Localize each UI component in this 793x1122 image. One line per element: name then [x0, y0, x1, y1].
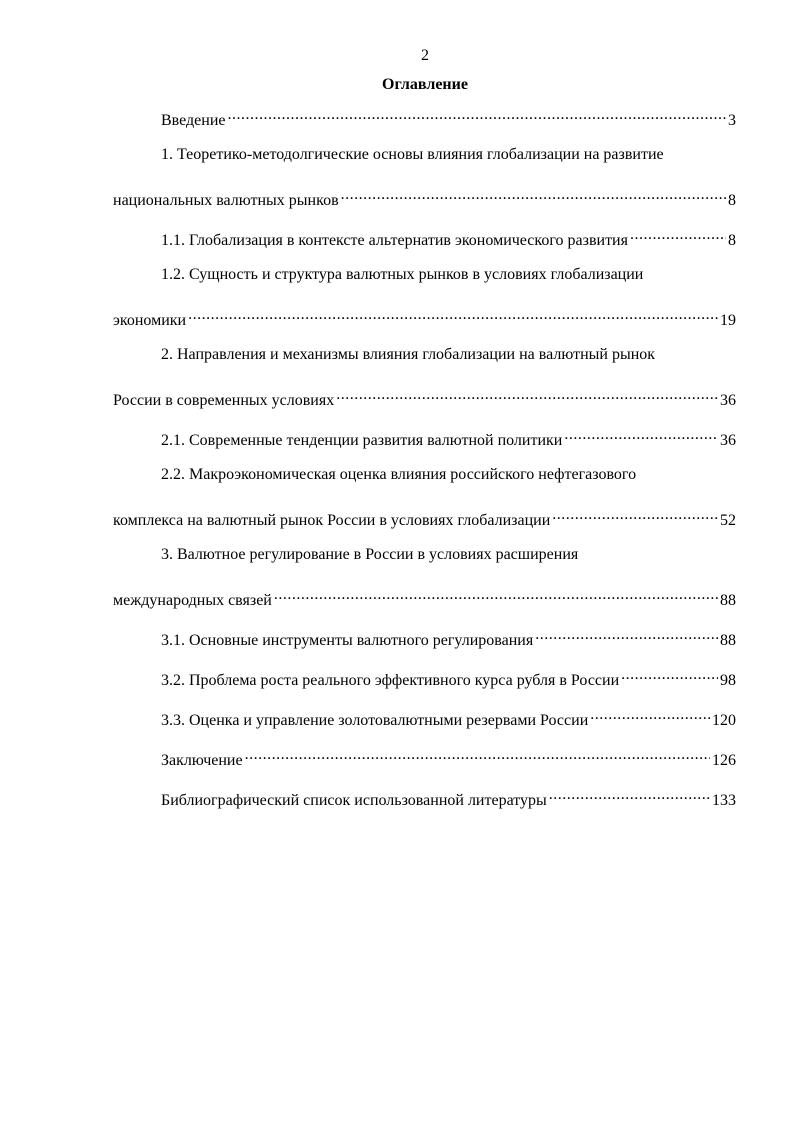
toc-entry-line: [113, 705, 736, 729]
toc-entry-label: России в современных условиях: [113, 392, 335, 409]
page-number: 2: [421, 47, 429, 64]
toc-entry-page: 36: [720, 432, 736, 449]
dot-leader: [590, 705, 710, 725]
toc-entry-label: национальных валютных рынков: [113, 192, 339, 209]
toc-entry-page: 120: [712, 712, 736, 729]
toc-entry-page: 133: [712, 792, 736, 809]
toc-entry-line: [113, 745, 736, 769]
toc-entry-line: [113, 225, 736, 249]
dot-leader: [552, 505, 718, 525]
dot-leader: [549, 785, 710, 805]
toc-title: Оглавление: [382, 76, 468, 93]
toc-entry-line: [113, 185, 736, 209]
toc-entry-label: 1.1. Глобализация в контексте альтернатив экономического развития: [161, 232, 628, 249]
toc-entry-conclusion: [113, 745, 736, 769]
table-of-contents: [113, 105, 736, 825]
dot-leader: [336, 385, 718, 405]
toc-entry-label: экономики: [113, 312, 187, 329]
toc-entry-line: [113, 385, 736, 409]
toc-entry-label: Введение: [161, 112, 226, 129]
toc-entry-line: [113, 305, 736, 329]
toc-entry-first-line: 2.2. Макроэкономическая оценка влияния российского нефтегазового: [161, 466, 637, 483]
toc-entry-page: 3: [728, 112, 736, 129]
toc-entry-section-1-1: [113, 225, 736, 249]
toc-entry-first-line: 3. Валютное регулирование в России в условиях расширения: [161, 546, 579, 563]
toc-entry-label: Заключение: [161, 752, 243, 769]
toc-entry-line: [113, 585, 736, 609]
dot-leader: [245, 745, 710, 765]
toc-entry-page: 126: [712, 752, 736, 769]
toc-entry-label: международных связей: [113, 592, 272, 609]
toc-entry-page: 8: [728, 192, 736, 209]
toc-entry-line: [113, 665, 736, 689]
toc-entry-chapter-3: [113, 545, 736, 609]
dot-leader: [630, 225, 726, 245]
toc-entry-chapter-1: [113, 145, 736, 209]
toc-entry-section-3-3: [113, 705, 736, 729]
toc-entry-bibliography: [113, 785, 736, 809]
toc-entry-line: [113, 425, 736, 449]
toc-entry-line: [113, 105, 736, 129]
toc-entry-page: 88: [720, 632, 736, 649]
toc-entry-section-3-1: [113, 625, 736, 649]
toc-entry-page: 36: [720, 392, 736, 409]
toc-entry-section-2-1: [113, 425, 736, 449]
toc-entry-label: 3.3. Оценка и управление золотовалютными резервами России: [161, 712, 589, 729]
toc-entry-page: 19: [720, 312, 736, 329]
dot-leader: [188, 305, 718, 325]
toc-entry-first-line: 1. Теоретико-методолгические основы влияния глобализации на развитие: [161, 146, 664, 163]
toc-entry-section-1-2: [113, 265, 736, 329]
toc-entry-line: [113, 505, 736, 529]
toc-entry-first-line: 1.2. Сущность и структура валютных рынков в условиях глобализации: [161, 266, 644, 283]
toc-entry-label: комплекса на валютный рынок России в условиях глобализации: [113, 512, 551, 529]
toc-entry-label: 3.1. Основные инструменты валютного регулирования: [161, 632, 534, 649]
toc-entry-chapter-2: [113, 345, 736, 409]
toc-entry-page: 98: [720, 672, 736, 689]
dot-leader: [274, 585, 718, 605]
toc-entry-line: [113, 785, 736, 809]
dot-leader: [564, 425, 718, 445]
toc-entry-page: 8: [728, 232, 736, 249]
toc-entry-line: [113, 625, 736, 649]
toc-entry-section-2-2: [113, 465, 736, 529]
dot-leader: [621, 665, 718, 685]
toc-entry-label: 2.1. Современные тенденции развития валютной политики: [161, 432, 563, 449]
toc-entry-page: 52: [720, 512, 736, 529]
toc-entry-first-line: 2. Направления и механизмы влияния глобализации на валютный рынок: [161, 346, 656, 363]
toc-entry-label: Библиографический список использованной литературы: [161, 792, 547, 809]
toc-entry-page: 88: [720, 592, 736, 609]
dot-leader: [535, 625, 718, 645]
toc-entry-label: 3.2. Проблема роста реального эффективного курса рубля в России: [161, 672, 620, 689]
dot-leader: [228, 105, 727, 125]
toc-entry-introduction: [113, 105, 736, 129]
dot-leader: [341, 185, 726, 205]
toc-entry-section-3-2: [113, 665, 736, 689]
